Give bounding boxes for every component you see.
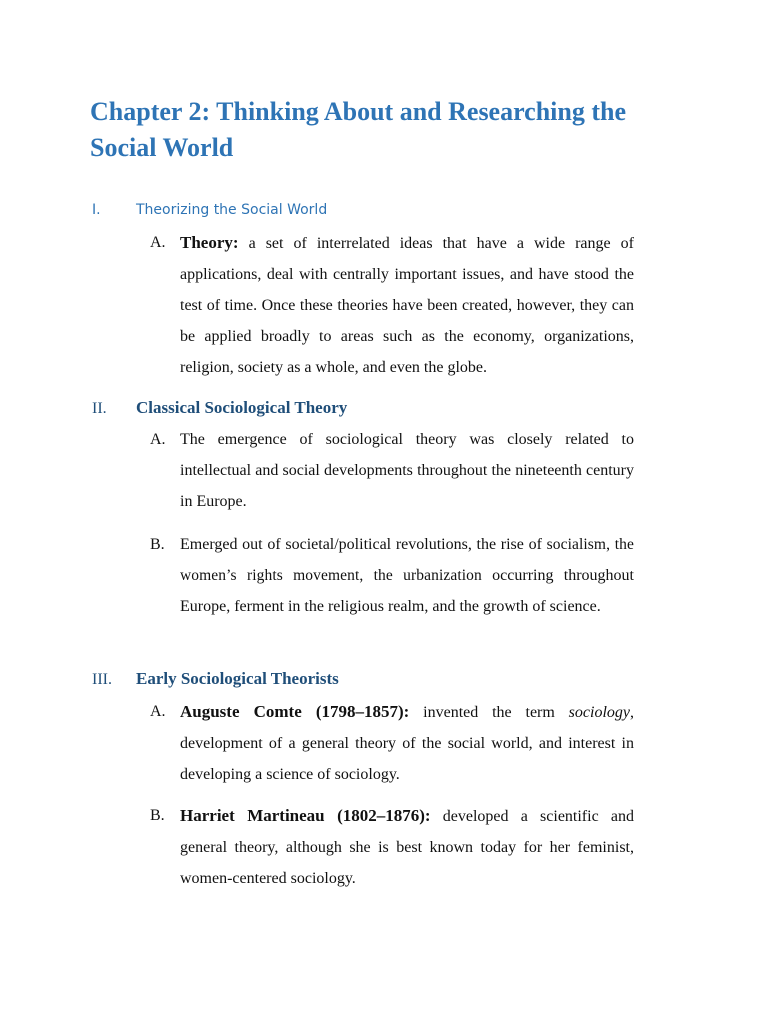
section-heading: Theorizing the Social World	[136, 202, 328, 218]
section-heading: Classical Sociological Theory	[136, 398, 348, 417]
section-numeral: I.	[92, 202, 101, 218]
item-text	[180, 529, 634, 622]
item-text	[180, 800, 634, 894]
list-item-2a	[150, 424, 634, 517]
item-text	[180, 227, 634, 383]
section-numeral: II.	[92, 400, 107, 417]
text-before: invented the term	[409, 704, 569, 721]
item-text: The emergence of sociological theory was closely related to intellectual and social developments throughout the nineteenth century in Europe.	[180, 431, 634, 510]
section-heading: Early Sociological Theorists	[136, 669, 339, 688]
list-item-2b	[150, 529, 634, 622]
section-numeral: III.	[92, 671, 112, 688]
italic-term: sociology	[568, 704, 630, 721]
term-label: Theory:	[180, 233, 239, 252]
text-after: , development of a general theory of the social world, and interest in developing a science of sociology.	[180, 704, 634, 783]
item-letter: A.	[150, 703, 166, 720]
term-label: Auguste Comte (1798–1857):	[180, 702, 410, 721]
item-letter: A.	[150, 431, 166, 448]
item-letter: B.	[150, 807, 165, 824]
term-definition: developed a scientific and general theory, although she is best known today for her feminist, women-centered sociology.	[180, 808, 634, 887]
item-letter: A.	[150, 234, 166, 251]
emphasized-text: socialism, the women’s rights movement, the urbanization	[180, 536, 634, 584]
list-item-1a	[150, 227, 634, 383]
text-before: Emerged out of societal/political revolutions, the rise of	[180, 536, 547, 553]
text-after: occurring throughout Europe, ferment in the religious realm, and the growth of science.	[180, 567, 634, 615]
item-letter: B.	[150, 536, 165, 553]
list-item-3a	[150, 696, 634, 790]
term-definition: a set of interrelated ideas that have a wide range of applications, deal with centrally important issues, and have stood the test of time. Once these theories have been created, however, they can be applied broadly to areas such as the economy, organizations, religion, society as a whole, and even the globe.	[180, 235, 634, 376]
list-item-3b	[150, 800, 634, 894]
term-label: Harriet Martineau (1802–1876):	[180, 806, 431, 825]
item-text	[180, 696, 634, 790]
chapter-title: Chapter 2: Thinking About and Researching the Social World	[90, 97, 627, 162]
